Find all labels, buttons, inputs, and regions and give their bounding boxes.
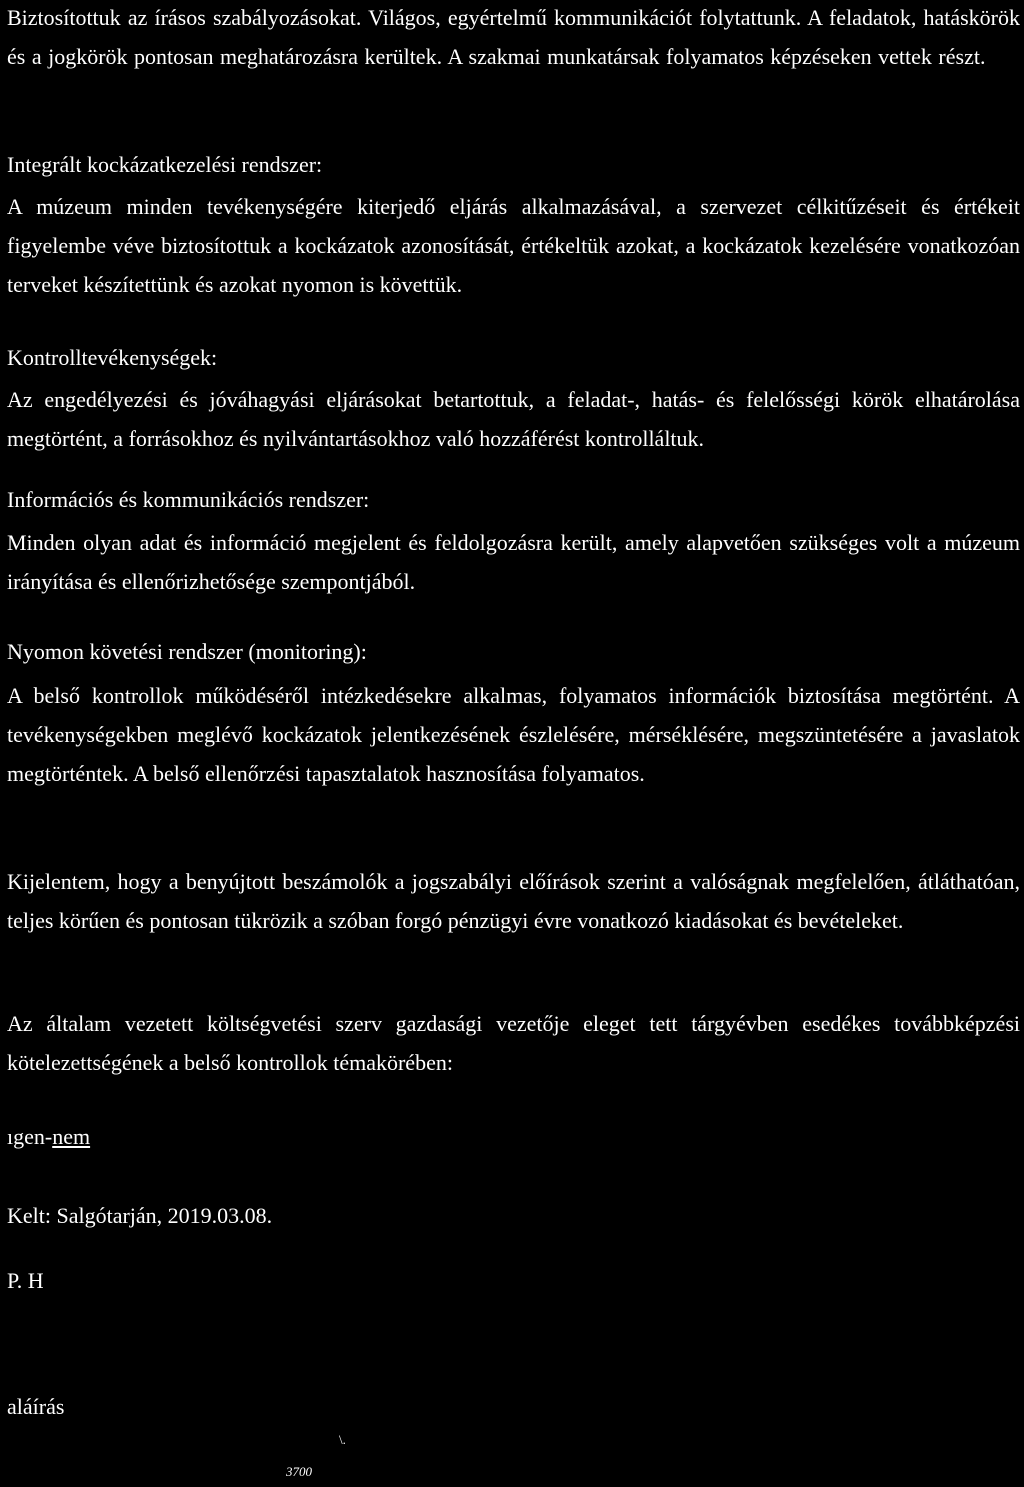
footnote-code: 3700 xyxy=(286,1464,312,1479)
answer-choice xyxy=(7,1124,90,1150)
signature-label: aláírás xyxy=(7,1394,65,1419)
paragraph-declaration: Kijelentem, hogy a benyújtott beszámolók a jogszabályi előírások szerint a valóságnak megfelelően, átláthatóan, teljes körűen és pontosan tükrözik a szóban forgó pénzügyi évre vonatkozó kiadásokat és bevételeket. xyxy=(7,869,1020,933)
paragraph-regulations: Biztosítottuk az írásos szabályozásokat. Világos, egyértelmű kommunikációt folytattunk. A feladatok, hatáskörök és a jogkörök pontosan meghatározásra kerültek. A szakmai munkatársak folyamatos képzéseken vettek részt. xyxy=(7,5,1020,69)
heading-risk-management: Integrált kockázatkezelési rendszer: xyxy=(7,152,323,177)
paragraph-monitoring: A belső kontrollok működéséről intézkedésekre alkalmas, folyamatos információk biztosítása megtörtént. A tevékenységekben meglévő kockázatok jelentkezésének észlelésére, mérséklésére, megszüntetésére a javaslatok megtörténtek. A belső ellenőrzési tapasztalatok hasznosítása folyamatos. xyxy=(7,683,1020,786)
paragraph-information-system: Minden olyan adat és információ megjelent és feldolgozásra került, amely alapvetően szükséges volt a múzeum irányítása és ellenőrizhetősége szempontjából. xyxy=(7,530,1020,594)
footnote-mark: \. xyxy=(339,1432,346,1447)
answer-selected: nem xyxy=(52,1124,91,1149)
paragraph-risk-management: A múzeum minden tevékenységére kiterjedő eljárás alkalmazásával, a szervezet célkitűzéseit és értékeit figyelembe véve biztosítottuk a kockázatok azonosítását, értékeltük azokat, a kockázatok kezelésére vonatkozóan terveket készítettünk és azokat nyomon is követtük. xyxy=(7,194,1020,297)
paragraph-control-activities: Az engedélyezési és jóváhagyási eljárásokat betartottuk, a feladat-, hatás- és felelősségi körök elhatárolása megtörtént, a forrásokhoz és nyilvántartásokhoz való hozzáférést kontrolláltuk. xyxy=(7,387,1020,451)
heading-information-system: Információs és kommunikációs rendszer: xyxy=(7,487,370,512)
paragraph-training: Az általam vezetett költségvetési szerv gazdasági vezetője eleget tett tárgyévben esedékes továbbképzési kötelezettségének a belső kontrollok témakörében: xyxy=(7,1011,1020,1075)
kelt-date-place: Kelt: Salgótarján, 2019.03.08. xyxy=(7,1203,273,1228)
answer-prefix: ıgen- xyxy=(7,1124,53,1149)
stamp-placeholder: P. H xyxy=(7,1268,44,1293)
heading-monitoring: Nyomon követési rendszer (monitoring): xyxy=(7,639,367,664)
heading-control-activities: Kontrolltevékenységek: xyxy=(7,345,218,370)
